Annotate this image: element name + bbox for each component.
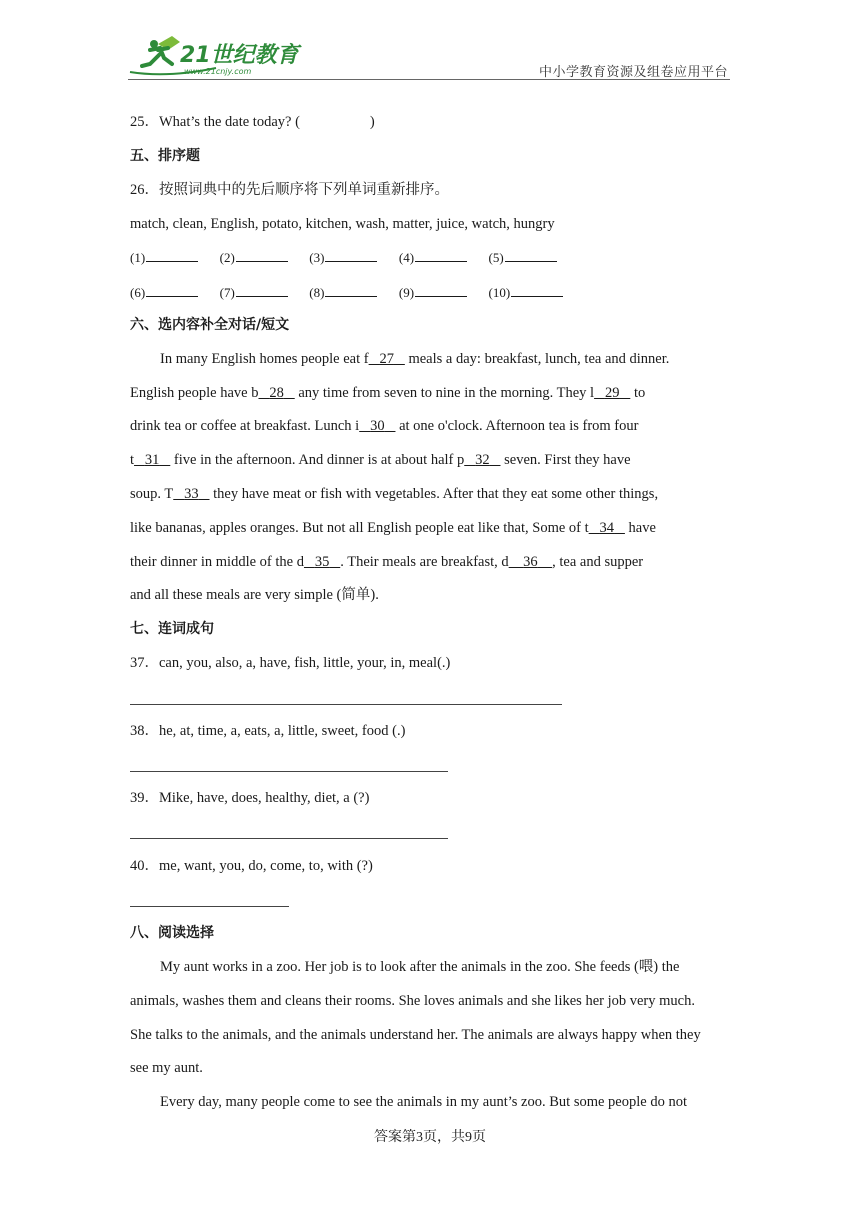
order-blank-2[interactable]: (2) xyxy=(220,247,306,268)
order-blank-6[interactable]: (6) xyxy=(130,282,216,303)
answer-line-39[interactable] xyxy=(130,838,448,839)
order-blank-1[interactable]: (1) xyxy=(130,247,216,268)
blank-34[interactable]: 34 xyxy=(599,520,615,536)
blank-30[interactable]: 30 xyxy=(370,418,385,434)
order-blank-10[interactable]: (10) xyxy=(489,282,575,303)
blank-35[interactable]: 35 xyxy=(314,554,330,570)
platform-name: 中小学教育资源及组卷应用平台 xyxy=(538,64,728,79)
answer-line-37[interactable] xyxy=(130,704,562,705)
answer-line-38[interactable] xyxy=(130,771,448,772)
order-row-1 xyxy=(130,247,575,268)
section-heading-7: 七、连词成句 xyxy=(130,621,214,637)
reading-line: My aunt works in a zoo. Her job is to look after the animals in the zoo. She feeds (喂) the xyxy=(160,959,680,975)
passage-line: like bananas, apples oranges. But not all English people eat like that, Some of t 34 have xyxy=(130,520,656,536)
passage-line: drink tea or coffee at breakfast. Lunch i 30 at one o'clock. Afternoon tea is from four xyxy=(130,418,639,434)
page-number: 答案第3页，共9页 xyxy=(374,1130,486,1145)
blank-31[interactable]: 31 xyxy=(144,452,160,468)
order-row-2 xyxy=(130,282,575,303)
reading-line: see my aunt. xyxy=(130,1060,203,1076)
section-heading-6: 六、选内容补全对话/短文 xyxy=(130,317,290,333)
blank-33[interactable]: 33 xyxy=(184,486,199,502)
order-blank-5[interactable]: (5) xyxy=(489,247,575,268)
svg-text:www.21cnjy.com: www.21cnjy.com xyxy=(184,67,252,76)
question-40: 40．me, want, you, do, come, to, with (?) xyxy=(130,858,373,874)
answer-line-40[interactable] xyxy=(130,906,289,907)
blank-32[interactable]: 32 xyxy=(475,452,490,468)
section-heading-5: 五、排序题 xyxy=(130,148,200,164)
passage-line: and all these meals are very simple (简单). xyxy=(130,587,379,603)
question-37: 37．can, you, also, a, have, fish, little, your, in, meal(.) xyxy=(130,655,451,671)
section-heading-8: 八、阅读选择 xyxy=(130,925,214,941)
question-38: 38．he, at, time, a, eats, a, little, sweet, food (.) xyxy=(130,723,406,739)
passage-line: English people have b 28 any time from seven to nine in the morning. They l 29 to xyxy=(130,385,646,401)
reading-line: She talks to the animals, and the animals understand her. The animals are always happy when they xyxy=(130,1027,701,1043)
passage-line: t 31 five in the afternoon. And dinner is at about half p 32 seven. First they have xyxy=(130,452,631,468)
passage-line: their dinner in middle of the d 35 . Their meals are breakfast, d 36 , tea and supper xyxy=(130,554,644,570)
reading-line: animals, washes them and cleans their rooms. She loves animals and she likes her job very much. xyxy=(130,993,695,1009)
order-blank-8[interactable]: (8) xyxy=(309,282,395,303)
blank-28[interactable]: 28 xyxy=(269,385,284,401)
order-blank-7[interactable]: (7) xyxy=(220,282,306,303)
page-header xyxy=(128,30,730,82)
svg-text:21世纪教育: 21世纪教育 xyxy=(180,43,299,68)
question-26-prompt: 26．按照词典中的先后顺序将下列单词重新排序。 xyxy=(130,182,449,198)
site-logo xyxy=(128,30,318,80)
blank-29[interactable]: 29 xyxy=(604,385,620,401)
reading-line: Every day, many people come to see the animals in my aunt’s zoo. But some people do not xyxy=(160,1094,687,1110)
question-25: 25．What’s the date today? ( ) xyxy=(130,114,375,130)
blank-27[interactable]: 27 xyxy=(379,351,394,367)
order-blank-3[interactable]: (3) xyxy=(309,247,395,268)
passage-line: In many English homes people eat f 27 meals a day: breakfast, lunch, tea and dinner. xyxy=(160,351,670,367)
blank-36[interactable]: 36 xyxy=(523,554,538,570)
order-blank-4[interactable]: (4) xyxy=(399,247,485,268)
passage-line: soup. T 33 they have meat or fish with vegetables. After that they eat some other things, xyxy=(130,486,659,502)
question-26-words: match, clean, English, potato, kitchen, wash, matter, juice, watch, hungry xyxy=(130,216,555,232)
question-39: 39．Mike, have, does, healthy, diet, a (?) xyxy=(130,790,370,806)
header-divider xyxy=(128,79,730,80)
order-blank-9[interactable]: (9) xyxy=(399,282,485,303)
